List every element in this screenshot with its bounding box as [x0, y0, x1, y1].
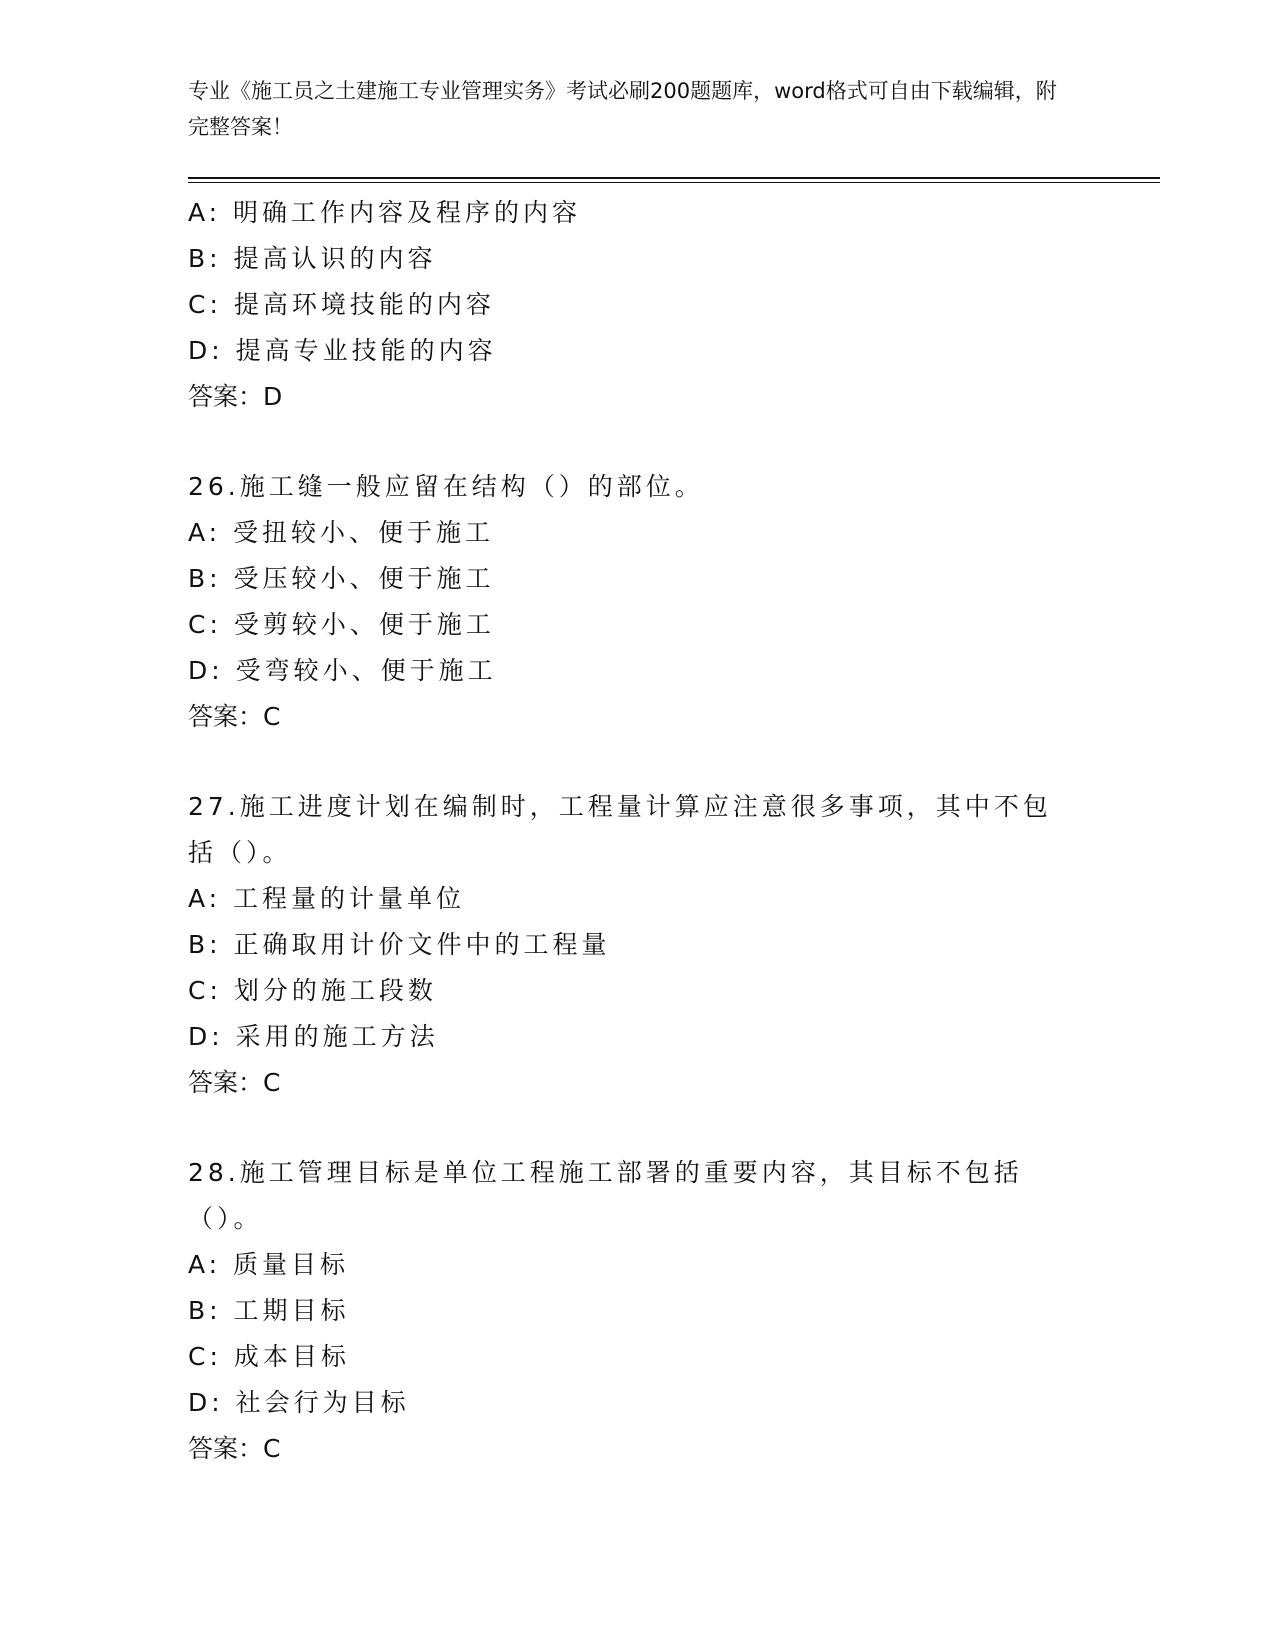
header-divider-thin: [188, 182, 1160, 183]
question-block: [188, 784, 1078, 1106]
option-b: B: 受压较小、便于施工: [188, 564, 495, 593]
header-divider: [188, 177, 1160, 179]
option-d: D: 提高专业技能的内容: [188, 336, 497, 365]
option-a: A: 质量目标: [188, 1250, 350, 1279]
option-d: D: 采用的施工方法: [188, 1022, 439, 1051]
question-block: [188, 1150, 1078, 1472]
answer-line: 答案：D: [188, 382, 283, 411]
option-b: B: 提高认识的内容: [188, 244, 437, 273]
answer-line: 答案：C: [188, 702, 281, 731]
option-a: A: 受扭较小、便于施工: [188, 518, 495, 547]
option-c: C: 提高环境技能的内容: [188, 290, 495, 319]
option-b: B: 工期目标: [188, 1296, 350, 1325]
option-c: C: 划分的施工段数: [188, 976, 437, 1005]
option-a: A: 明确工作内容及程序的内容: [188, 198, 582, 227]
document-header: 专业《施工员之土建施工专业管理实务》考试必刷200题题库，word格式可自由下载编辑，附完整答案！: [188, 79, 1057, 139]
answer-line: 答案：C: [188, 1068, 281, 1097]
question-block: [188, 464, 1078, 740]
answer-line: 答案：C: [188, 1434, 281, 1463]
question-block: [188, 190, 1078, 420]
option-c: C: 成本目标: [188, 1342, 350, 1371]
question-list: [188, 190, 1078, 1472]
question-text: 28.施工管理目标是单位工程施工部署的重要内容，其目标不包括（）。: [188, 1158, 1023, 1233]
option-b: B: 正确取用计价文件中的工程量: [188, 930, 611, 959]
option-c: C: 受剪较小、便于施工: [188, 610, 495, 639]
question-text: 26.施工缝一般应留在结构（）的部位。: [188, 472, 704, 501]
question-text: 27.施工进度计划在编制时，工程量计算应注意很多事项，其中不包括（）。: [188, 792, 1052, 867]
option-d: D: 社会行为目标: [188, 1388, 410, 1417]
option-d: D: 受弯较小、便于施工: [188, 656, 497, 685]
option-a: A: 工程量的计量单位: [188, 884, 466, 913]
